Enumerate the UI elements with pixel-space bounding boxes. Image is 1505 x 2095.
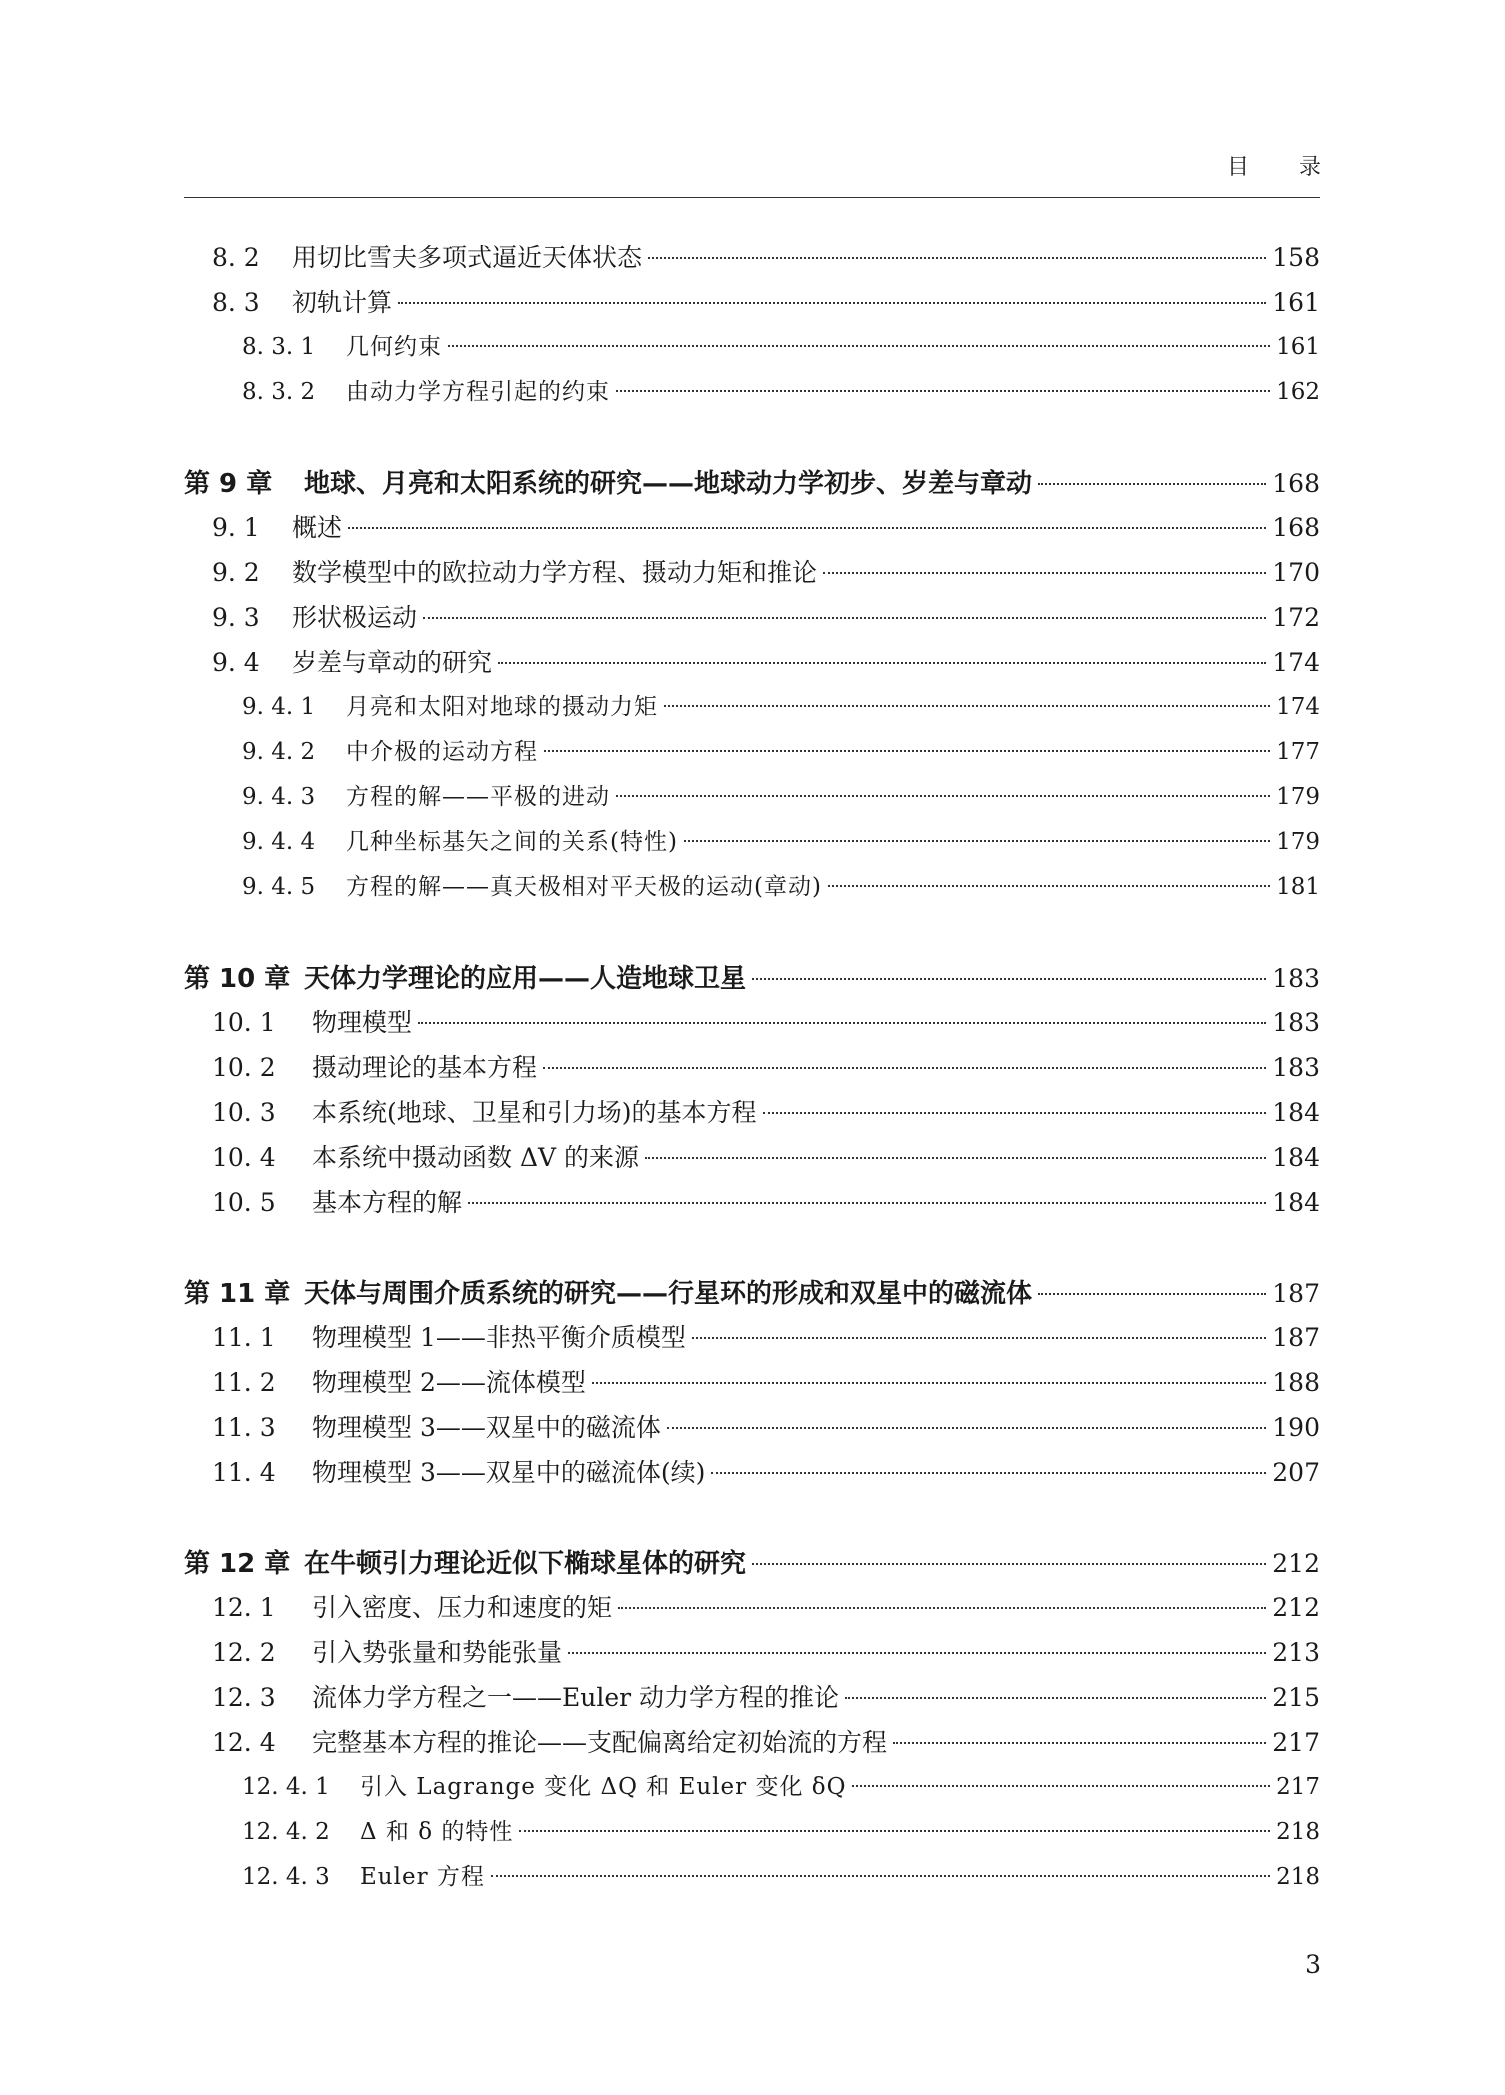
toc-entry-title: 流体力学方程之一——Euler 动力学方程的推论: [312, 1683, 840, 1712]
running-header-right: 录: [1298, 155, 1321, 180]
toc-chapter-number: 第 11 章: [184, 1279, 291, 1309]
toc-entry-number: 9. 4. 4: [242, 829, 316, 855]
toc-leader-dots: [544, 749, 1270, 752]
toc-entry[interactable]: [184, 1048, 1320, 1088]
toc-entry-page: 179: [1276, 784, 1320, 810]
toc-entry-page: 215: [1272, 1683, 1320, 1712]
toc-entry-title: 本系统中摄动函数 ΔV 的来源: [312, 1143, 640, 1172]
toc-entry-title: 物理模型: [312, 1008, 413, 1037]
toc-entry-title: 引入 Lagrange 变化 ΔQ 和 Euler 变化 δQ: [360, 1774, 847, 1800]
toc-entry[interactable]: [184, 1723, 1320, 1763]
toc-leader-dots: [828, 884, 1270, 887]
toc-entry[interactable]: [184, 868, 1320, 908]
toc-entry-page: 161: [1276, 334, 1320, 360]
toc-entry[interactable]: [184, 778, 1320, 818]
toc-entry-page: 183: [1272, 1008, 1320, 1037]
toc-entry-title: 引入势张量和势能张量: [312, 1638, 563, 1667]
header-rule: [184, 197, 1320, 198]
toc-entry[interactable]: [184, 1858, 1320, 1898]
toc-entry-title: 几种坐标基矢之间的关系(特性): [346, 829, 678, 855]
toc-entry-page: 174: [1272, 648, 1320, 677]
toc-leader-dots: [667, 1426, 1266, 1429]
toc-entry-number: 9. 4. 5: [242, 874, 316, 900]
toc-leader-dots: [418, 1021, 1266, 1024]
toc-entry[interactable]: [184, 1408, 1320, 1448]
toc-entry-title: 岁差与章动的研究: [292, 648, 493, 677]
toc-leader-dots: [823, 571, 1266, 574]
toc-entry-number: 11. 1: [212, 1323, 276, 1352]
toc-leader-dots: [893, 1741, 1266, 1744]
toc-leader-dots: [1038, 482, 1266, 485]
toc-entry-page: 187: [1272, 1323, 1320, 1352]
toc-entry-number: 9. 4. 3: [242, 784, 316, 810]
toc-entry-page: 184: [1272, 1188, 1320, 1217]
toc-entry-number: 12. 2: [212, 1638, 276, 1667]
toc-leader-dots: [616, 794, 1270, 797]
toc-chapter-number: 第 9 章: [184, 469, 273, 499]
toc-leader-dots: [491, 1874, 1270, 1877]
toc-entry-number: 9. 3: [212, 603, 260, 632]
running-header-left: 目: [1226, 155, 1249, 180]
toc-entry-number: 12. 1: [212, 1593, 276, 1622]
running-header: [1227, 150, 1321, 181]
toc-entry[interactable]: [184, 688, 1320, 728]
toc-entry-title: 形状极运动: [292, 603, 418, 632]
toc-leader-dots: [664, 704, 1270, 707]
toc-entry-title: 数学模型中的欧拉动力学方程、摄动力矩和推论: [292, 558, 818, 587]
toc-entry-title: 物理模型 1——非热平衡介质模型: [312, 1323, 686, 1352]
toc-chapter-number: 第 12 章: [184, 1549, 291, 1579]
toc-entry-number: 8. 3: [212, 288, 260, 317]
toc-entry[interactable]: [184, 1633, 1320, 1673]
toc-entry-number: 10. 1: [212, 1008, 276, 1037]
toc-chapter[interactable]: [184, 1273, 1320, 1313]
toc-leader-dots: [648, 256, 1266, 259]
toc-entry-title: 概述: [292, 513, 343, 542]
toc-entry-page: 162: [1276, 379, 1320, 405]
toc-entry-page: 174: [1276, 694, 1320, 720]
toc-chapter[interactable]: [184, 463, 1320, 503]
toc-entry-page: 158: [1272, 243, 1320, 272]
toc-entry-page: 218: [1276, 1819, 1320, 1845]
toc-entry-page: 217: [1276, 1774, 1320, 1800]
toc-entry-number: 9. 4: [212, 648, 260, 677]
toc-leader-dots: [763, 1111, 1267, 1114]
toc-entry-title: 物理模型 3——双星中的磁流体: [312, 1413, 661, 1442]
toc-chapter-title: 天体与周围介质系统的研究——行星环的形成和双星中的磁流体: [304, 1279, 1033, 1309]
toc-entry[interactable]: [184, 238, 1320, 278]
toc-entry-number: 12. 4. 1: [242, 1774, 330, 1800]
toc-entry[interactable]: [184, 553, 1320, 593]
toc-entry-page: 168: [1272, 513, 1320, 542]
toc-entry-number: 12. 4. 2: [242, 1819, 330, 1845]
toc-entry-page: 212: [1272, 1593, 1320, 1622]
toc-entry[interactable]: [184, 1453, 1320, 1493]
page-number: 3: [1305, 1950, 1321, 1979]
toc-entry-title: 由动力学方程引起的约束: [346, 379, 610, 405]
toc-leader-dots: [348, 526, 1266, 529]
toc-entry[interactable]: [184, 643, 1320, 683]
toc-entry-page: 179: [1276, 829, 1320, 855]
toc-entry[interactable]: [184, 1318, 1320, 1358]
toc-entry-page: 172: [1272, 603, 1320, 632]
toc-entry-number: 12. 3: [212, 1683, 276, 1712]
toc-entry-title: Euler 方程: [360, 1864, 485, 1890]
toc-entry-page: 217: [1272, 1728, 1320, 1757]
toc-entry-title: 物理模型 2——流体模型: [312, 1368, 586, 1397]
toc-leader-dots: [1038, 1292, 1266, 1295]
toc-entry-title: 用切比雪夫多项式逼近天体状态: [292, 243, 643, 272]
toc-leader-dots: [592, 1381, 1266, 1384]
toc-entry-number: 10. 3: [212, 1098, 276, 1127]
toc-leader-dots: [645, 1156, 1266, 1159]
toc-chapter-number: 第 10 章: [184, 964, 291, 994]
toc-entry-number: 11. 2: [212, 1368, 276, 1397]
toc-entry-number: 10. 5: [212, 1188, 276, 1217]
toc-entry-number: 9. 4. 2: [242, 739, 316, 765]
toc-entry[interactable]: [184, 823, 1320, 863]
toc-entry-page: 177: [1276, 739, 1320, 765]
toc-leader-dots: [448, 344, 1270, 347]
toc-entry-number: 12. 4: [212, 1728, 276, 1757]
toc-entry-title: 完整基本方程的推论——支配偏离给定初始流的方程: [312, 1728, 888, 1757]
toc-entry-page: 188: [1272, 1368, 1320, 1397]
toc-entry-page: 170: [1272, 558, 1320, 587]
toc-entry-number: 11. 3: [212, 1413, 276, 1442]
toc-entry[interactable]: [184, 1678, 1320, 1718]
toc-entry[interactable]: [184, 733, 1320, 773]
toc-entry-title: 引入密度、压力和速度的矩: [312, 1593, 613, 1622]
toc-entry[interactable]: [184, 1183, 1320, 1223]
toc-entry-number: 10. 4: [212, 1143, 276, 1172]
toc-entry-title: 初轨计算: [292, 288, 393, 317]
toc-entry-page: 161: [1272, 288, 1320, 317]
toc-entry-number: 8. 3. 1: [242, 334, 316, 360]
toc-entry[interactable]: [184, 1093, 1320, 1133]
toc-leader-dots: [468, 1201, 1266, 1204]
toc-entry-number: 12. 4. 3: [242, 1864, 330, 1890]
toc-leader-dots: [498, 661, 1266, 664]
toc-entry-page: 213: [1272, 1638, 1320, 1667]
toc-entry-number: 9. 4. 1: [242, 694, 316, 720]
toc-leader-dots: [692, 1336, 1266, 1339]
toc-entry[interactable]: [184, 1138, 1320, 1178]
toc-leader-dots: [852, 1784, 1270, 1787]
toc-chapter-page: 187: [1272, 1279, 1320, 1308]
toc-entry-title: 月亮和太阳对地球的摄动力矩: [346, 694, 658, 720]
toc-entry-page: 184: [1272, 1098, 1320, 1127]
toc-chapter-page: 168: [1272, 469, 1320, 498]
toc-entry[interactable]: [184, 283, 1320, 323]
toc-entry[interactable]: [184, 1363, 1320, 1403]
toc-entry[interactable]: [184, 1588, 1320, 1628]
toc-entry-title: 方程的解——平极的进动: [346, 784, 610, 810]
toc-entry-title: 基本方程的解: [312, 1188, 463, 1217]
toc-entry-title: 中介极的运动方程: [346, 739, 538, 765]
toc-entry-number: 8. 3. 2: [242, 379, 316, 405]
toc-leader-dots: [568, 1651, 1266, 1654]
toc-chapter-page: 212: [1272, 1549, 1320, 1578]
toc-leader-dots: [752, 1562, 1266, 1565]
toc-entry-number: 10. 2: [212, 1053, 276, 1082]
toc-entry-title: Δ 和 δ 的特性: [360, 1819, 514, 1845]
toc-chapter-title: 地球、月亮和太阳系统的研究——地球动力学初步、岁差与章动: [304, 469, 1033, 499]
toc-chapter-page: 183: [1272, 964, 1320, 993]
toc-leader-dots: [684, 839, 1270, 842]
toc-entry[interactable]: [184, 328, 1320, 368]
toc-leader-dots: [519, 1829, 1270, 1832]
toc-leader-dots: [752, 977, 1266, 980]
toc-entry-number: 9. 1: [212, 513, 260, 542]
toc-entry-page: 184: [1272, 1143, 1320, 1172]
toc-leader-dots: [845, 1696, 1266, 1699]
toc-entry-page: 218: [1276, 1864, 1320, 1890]
toc-leader-dots: [398, 301, 1266, 304]
toc-entry-page: 190: [1272, 1413, 1320, 1442]
toc-chapter-title: 天体力学理论的应用——人造地球卫星: [304, 964, 747, 994]
toc-leader-dots: [423, 616, 1266, 619]
toc-entry[interactable]: [184, 373, 1320, 413]
toc-entry-number: 9. 2: [212, 558, 260, 587]
toc-entry-title: 几何约束: [346, 334, 442, 360]
toc-entry-number: 8. 2: [212, 243, 260, 272]
toc-chapter-title: 在牛顿引力理论近似下椭球星体的研究: [304, 1549, 747, 1579]
toc-entry-page: 181: [1276, 874, 1320, 900]
toc-leader-dots: [543, 1066, 1266, 1069]
toc-entry-title: 物理模型 3——双星中的磁流体(续): [312, 1458, 706, 1487]
toc-leader-dots: [711, 1471, 1266, 1474]
toc-entry-title: 本系统(地球、卫星和引力场)的基本方程: [312, 1098, 757, 1127]
toc-leader-dots: [618, 1606, 1266, 1609]
toc-entry-page: 207: [1272, 1458, 1320, 1487]
toc-chapter[interactable]: [184, 1543, 1320, 1583]
toc-leader-dots: [616, 389, 1270, 392]
toc-entry[interactable]: [184, 1003, 1320, 1043]
toc-entry-number: 11. 4: [212, 1458, 276, 1487]
toc-entry[interactable]: [184, 1813, 1320, 1853]
toc-entry-title: 方程的解——真天极相对平天极的运动(章动): [346, 874, 822, 900]
toc-entry[interactable]: [184, 508, 1320, 548]
toc-entry-title: 摄动理论的基本方程: [312, 1053, 538, 1082]
toc-entry[interactable]: [184, 598, 1320, 638]
toc-chapter[interactable]: [184, 958, 1320, 998]
toc-entry-page: 183: [1272, 1053, 1320, 1082]
toc-entry[interactable]: [184, 1768, 1320, 1808]
